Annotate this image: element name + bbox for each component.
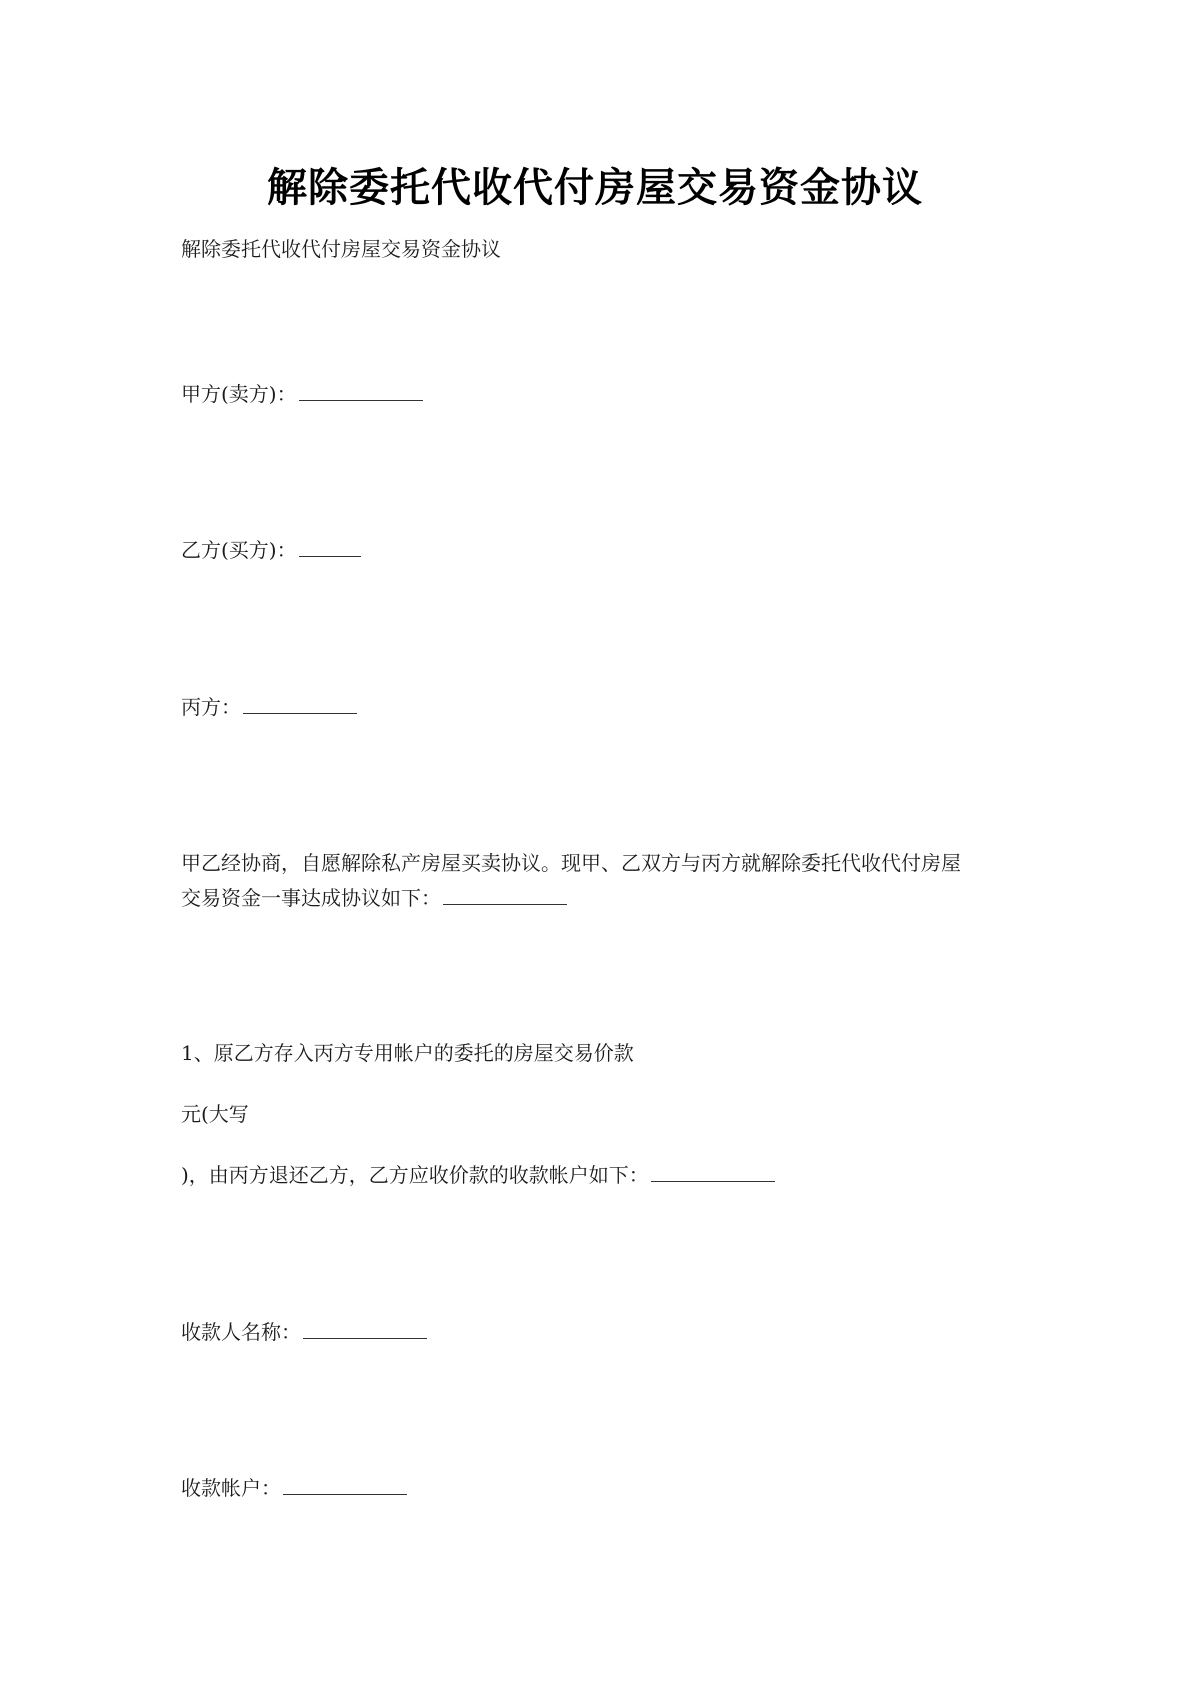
party-c-blank xyxy=(243,691,357,714)
party-b-label: 乙方(买方)： xyxy=(181,538,297,562)
payee-account-line xyxy=(181,1471,407,1505)
party-b-line xyxy=(181,533,361,567)
document-title: 解除委托代收代付房屋交易资金协议 xyxy=(267,164,923,211)
intro-line-1: 甲乙经协商，自愿解除私产房屋买卖协议。现甲、乙双方与丙方就解除委托代收代付房屋 xyxy=(181,851,961,875)
payee-account-label: 收款帐户： xyxy=(181,1476,281,1500)
party-b-blank xyxy=(299,534,361,557)
clause-1-line-1: 1、原乙方存入丙方专用帐户的委托的房屋交易价款 xyxy=(181,1041,634,1065)
clause-1-line-3-text: )，由丙方退还乙方，乙方应收价款的收款帐户如下： xyxy=(181,1163,649,1187)
party-c-line xyxy=(181,690,357,724)
document-subtitle: 解除委托代收代付房屋交易资金协议 xyxy=(181,237,501,261)
intro-line-2-text: 交易资金一事达成协议如下： xyxy=(181,886,441,910)
clause-1-blank xyxy=(651,1159,775,1182)
payee-name-line xyxy=(181,1315,427,1349)
party-a-line xyxy=(181,377,423,411)
payee-account-blank xyxy=(283,1472,407,1495)
clause-1-line-2: 元(大写 xyxy=(181,1102,249,1126)
clause-1-line-3 xyxy=(181,1158,775,1192)
intro-line-2 xyxy=(181,881,567,915)
payee-name-label: 收款人名称： xyxy=(181,1320,301,1344)
payee-name-blank xyxy=(303,1316,427,1339)
party-c-label: 丙方： xyxy=(181,695,241,719)
party-a-blank xyxy=(299,378,423,401)
intro-blank xyxy=(443,882,567,905)
party-a-label: 甲方(卖方)： xyxy=(181,382,297,406)
